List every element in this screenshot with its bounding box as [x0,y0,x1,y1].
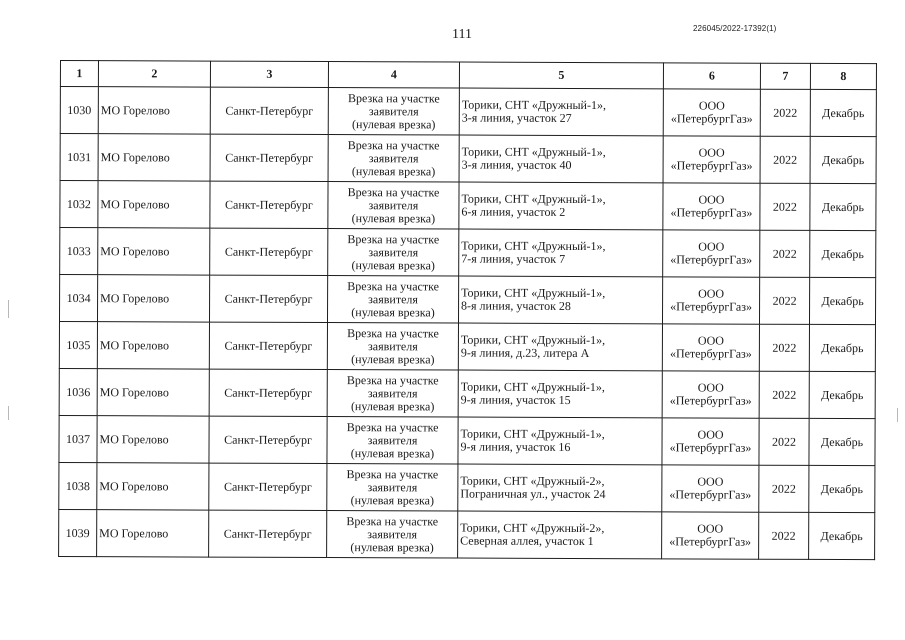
cell-line: ООО [697,474,724,489]
month-cell: Декабрь [809,371,875,418]
cell-line: заявителя [368,150,419,165]
address-cell [459,229,663,277]
table-row [59,509,875,559]
city-cell: Санкт-Петербург [209,463,327,510]
cell-line: Врезка на участке [346,419,439,434]
cell-line: Врезка на участке [347,184,440,199]
cell-line: Северная аллея, участок 1 [460,533,594,549]
connection-type-cell [328,88,459,136]
cell-line: «ПетербургГаз» [669,346,752,361]
table-row [60,181,876,231]
city-cell: Санкт-Петербург [210,87,328,134]
month-cell: Декабрь [809,418,875,465]
table-row [59,415,875,465]
cell-line: ООО [697,521,724,536]
address-cell [459,88,663,136]
cell-line: ООО [698,192,725,207]
cell-line: Торики, СНТ «Дружный-1», [460,426,605,442]
month-cell: Декабрь [809,512,875,559]
municipality-cell: МО Горелово [98,134,210,181]
city-cell: Санкт-Петербург [209,369,327,416]
cell-line: (нулевая врезка) [352,116,436,131]
address-cell [458,370,662,418]
cell-line: Торики, СНТ «Дружный-1», [461,285,606,301]
page-number: 111 [452,27,472,42]
cell-line: (нулевая врезка) [351,304,435,319]
month-cell: Декабрь [809,324,875,371]
cell-line: Врезка на участке [347,137,440,152]
connection-type-cell [328,135,459,183]
organization-cell [662,277,759,324]
cell-line: «ПетербургГаз» [669,487,752,502]
city-cell: Санкт-Петербург [210,228,328,275]
cell-line: заявителя [367,385,418,400]
cell-line: 6-я линия, участок 2 [461,204,566,219]
connection-type-cell [327,370,458,418]
cell-line: 9-я линия, участок 15 [460,392,571,407]
month-cell: Декабрь [809,277,875,324]
cell-line: «ПетербургГаз» [669,393,752,408]
organization-cell [662,418,759,465]
cell-line: ООО [697,333,724,348]
table-row [60,228,876,278]
cell-line: Торики, СНТ «Дружный-1», [460,332,606,348]
row-number-cell: 1033 [60,228,98,275]
cell-line: (нулевая врезка) [350,398,435,413]
row-number-cell: 1030 [60,87,98,134]
column-header: 4 [328,62,459,89]
city-cell: Санкт-Петербург [209,416,327,463]
month-cell: Декабрь [810,89,876,136]
organization-cell [663,230,760,277]
cell-line: Врезка на участке [346,466,439,481]
connection-type-cell [328,182,459,230]
cell-line: Врезка на участке [346,513,439,528]
cell-line: Торики, СНТ «Дружный-1», [461,144,606,160]
cell-line: ООО [698,239,725,254]
year-cell: 2022 [760,89,810,136]
year-cell: 2022 [760,183,810,230]
cell-line: заявителя [368,244,419,259]
cell-line: (нулевая врезка) [351,210,436,225]
row-number-cell: 1035 [59,322,97,369]
municipality-cell: МО Горелово [98,181,210,228]
organization-cell [663,89,760,136]
cell-line: «ПетербургГаз» [670,158,753,173]
cell-line: Торики, СНТ «Дружный-1», [461,238,606,254]
cell-line: Пограничная ул., участок 24 [460,486,606,502]
column-header: 8 [810,63,876,89]
address-cell [459,182,663,230]
cell-line: ООО [697,427,724,442]
cell-line: заявителя [367,526,418,541]
municipality-cell: МО Горелово [97,322,209,369]
connection-type-cell [327,511,458,559]
cell-line: заявителя [367,338,418,353]
column-header: 6 [663,63,760,89]
cell-line: (нулевая врезка) [351,351,435,366]
year-cell: 2022 [759,512,809,559]
row-number-cell: 1036 [59,368,97,415]
address-cell [458,417,662,465]
connection-type-cell [327,323,458,371]
cell-line: «ПетербургГаз» [669,440,752,455]
registry-table [58,60,877,560]
address-cell [458,511,662,559]
row-number-cell: 1038 [59,462,97,509]
organization-cell [662,512,759,559]
document-id: 226045/2022-17392(1) [693,24,777,33]
organization-cell [662,371,759,418]
cell-line: «ПетербургГаз» [670,252,753,267]
month-cell: Декабрь [810,136,876,183]
cell-line: (нулевая врезка) [351,163,436,178]
year-cell: 2022 [759,465,809,512]
cell-line: Торики, СНТ «Дружный-2», [460,520,605,536]
cell-line: 9-я линия, участок 16 [460,439,571,454]
table-row [59,275,875,325]
cell-line: заявителя [368,103,419,118]
cell-line: (нулевая врезка) [351,257,435,272]
year-cell: 2022 [760,230,810,277]
cell-line: заявителя [368,291,418,306]
row-number-cell: 1034 [59,275,97,322]
cell-line: 3-я линия, участок 40 [461,157,572,172]
scan-mark [897,408,898,422]
cell-line: «ПетербургГаз» [670,205,753,220]
municipality-cell: МО Горелово [97,510,209,557]
organization-cell [662,465,759,512]
column-header: 3 [210,61,328,87]
connection-type-cell [327,464,458,512]
table-body [59,87,877,560]
municipality-cell: МО Горелово [97,463,209,510]
cell-line: 7-я линия, участок 7 [461,251,566,266]
city-cell: Санкт-Петербург [210,181,328,228]
address-cell [458,323,662,371]
table-row [59,368,875,418]
year-cell: 2022 [759,324,809,371]
header-row [60,61,876,90]
month-cell: Декабрь [809,465,875,512]
cell-line: заявителя [367,432,418,447]
organization-cell [663,136,760,183]
cell-line: Врезка на участке [347,278,440,293]
cell-line: Торики, СНТ «Дружный-2», [460,473,605,489]
year-cell: 2022 [759,371,809,418]
cell-line: «ПетербургГаз» [670,111,753,126]
connection-type-cell [328,229,459,277]
organization-cell [663,183,760,230]
scan-mark [8,300,9,318]
cell-line: Врезка на участке [346,372,439,387]
city-cell: Санкт-Петербург [209,322,327,369]
cell-line: Врезка на участке [347,325,439,340]
municipality-cell: МО Горелово [98,228,210,275]
cell-line: ООО [698,286,725,301]
cell-line: ООО [697,380,724,395]
organization-cell [662,324,759,371]
cell-line: 8-я линия, участок 28 [461,298,571,313]
table-row [59,462,875,512]
table-row [60,134,876,184]
address-cell [458,276,662,324]
cell-line: «ПетербургГаз» [670,299,753,314]
row-number-cell: 1037 [59,415,97,462]
row-number-cell: 1032 [60,181,98,228]
year-cell: 2022 [759,277,809,324]
year-cell: 2022 [760,136,810,183]
municipality-cell: МО Горелово [97,275,209,322]
cell-line: 3-я линия, участок 27 [461,110,572,125]
cell-line: Врезка на участке [347,90,440,105]
cell-line: (нулевая врезка) [350,492,435,507]
month-cell: Декабрь [810,183,876,230]
city-cell: Санкт-Петербург [209,275,327,322]
address-cell [458,464,662,512]
municipality-cell: МО Горелово [97,369,209,416]
cell-line: Торики, СНТ «Дружный-1», [461,97,607,113]
month-cell: Декабрь [810,230,876,277]
cell-line: заявителя [368,197,419,212]
address-cell [459,135,663,183]
cell-line: ООО [698,98,725,113]
cell-line: (нулевая врезка) [350,445,435,460]
cell-line: ООО [698,145,725,160]
year-cell: 2022 [759,418,809,465]
cell-line: заявителя [367,479,418,494]
column-header: 7 [760,63,810,89]
connection-type-cell [327,417,458,465]
cell-line: Торики, СНТ «Дружный-1», [461,191,606,207]
column-header: 5 [459,62,663,89]
table-row [59,322,875,372]
city-cell: Санкт-Петербург [209,510,327,557]
scan-mark [8,406,9,420]
municipality-cell: МО Горелово [98,87,210,134]
cell-line: (нулевая врезка) [350,539,434,554]
row-number-cell: 1031 [60,134,98,181]
connection-type-cell [327,276,458,324]
cell-line: Торики, СНТ «Дружный-1», [460,379,605,395]
cell-line: Врезка на участке [347,231,440,246]
city-cell: Санкт-Петербург [210,134,328,181]
column-header: 1 [60,61,98,87]
municipality-cell: МО Горелово [97,416,209,463]
column-header: 2 [98,61,210,87]
cell-line: «ПетербургГаз» [669,534,752,549]
table-row [60,87,876,137]
cell-line: 9-я линия, д.23, литера А [460,345,590,361]
row-number-cell: 1039 [59,509,97,556]
